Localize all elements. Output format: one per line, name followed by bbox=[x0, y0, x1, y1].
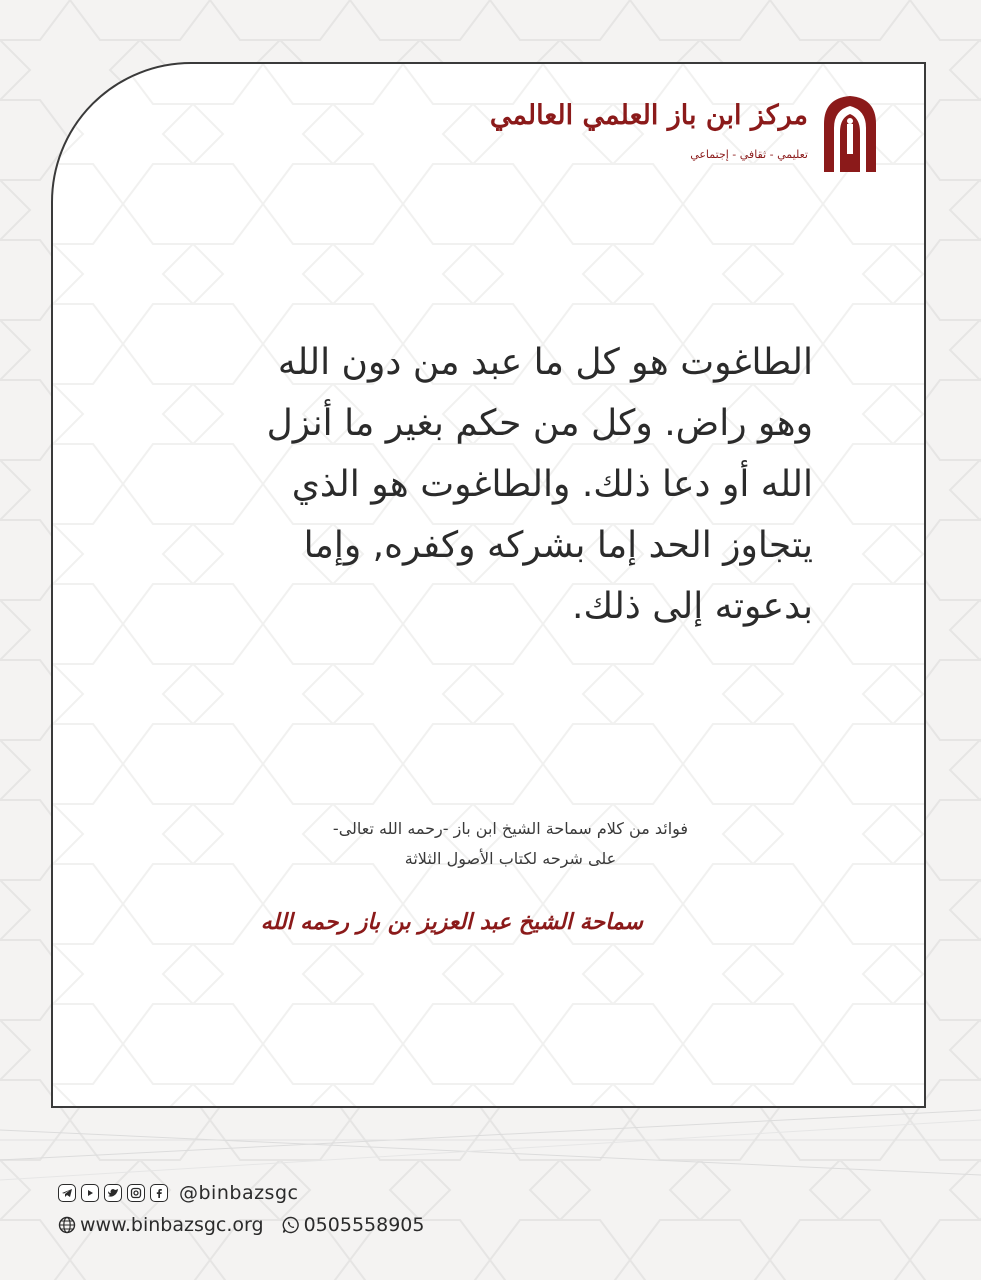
contact-info bbox=[58, 1213, 424, 1237]
quote-text bbox=[153, 332, 813, 637]
logo-title: مركز ابن باز العلمي العالمي bbox=[489, 100, 808, 131]
twitter-icon[interactable] bbox=[104, 1184, 122, 1202]
social-links bbox=[58, 1182, 298, 1204]
quote-line: بدعوته إلى ذلك. bbox=[572, 586, 813, 627]
youtube-icon[interactable] bbox=[81, 1184, 99, 1202]
instagram-icon[interactable] bbox=[127, 1184, 145, 1202]
logo-subtitle: تعليمي - ثقافي - إجتماعي bbox=[690, 148, 808, 161]
source-line: فوائد من كلام سماحة الشيخ ابن باز -رحمه الله تعالى- bbox=[332, 819, 689, 838]
mosque-arch-icon bbox=[820, 94, 880, 174]
quote-line: وهو راض. وكل من حكم بغير ما أنزل bbox=[266, 403, 813, 444]
telegram-icon[interactable] bbox=[58, 1184, 76, 1202]
facebook-icon[interactable] bbox=[150, 1184, 168, 1202]
quote-line: يتجاوز الحد إما بشركه وكفره, وإما bbox=[303, 525, 813, 566]
quote-source bbox=[253, 814, 768, 874]
social-handle[interactable]: @binbazsgc bbox=[179, 1182, 299, 1204]
content-card bbox=[51, 62, 926, 1108]
website-link[interactable]: www.binbazsgc.org bbox=[80, 1214, 264, 1236]
center-logo bbox=[489, 94, 880, 204]
phone-number[interactable]: 0505558905 bbox=[303, 1214, 425, 1236]
source-line: على شرحه لكتاب الأصول الثلاثة bbox=[404, 849, 617, 868]
footer-decorative-lines bbox=[0, 1100, 981, 1190]
quote-line: الله أو دعا ذلك. والطاغوت هو الذي bbox=[291, 464, 813, 505]
whatsapp-icon bbox=[282, 1216, 300, 1234]
globe-icon bbox=[58, 1216, 76, 1234]
quote-line: الطاغوت هو كل ما عبد من دون الله bbox=[277, 342, 813, 383]
calligraphy-signature: سماحة الشيخ عبد العزيز بن باز رحمه الله bbox=[260, 909, 643, 935]
